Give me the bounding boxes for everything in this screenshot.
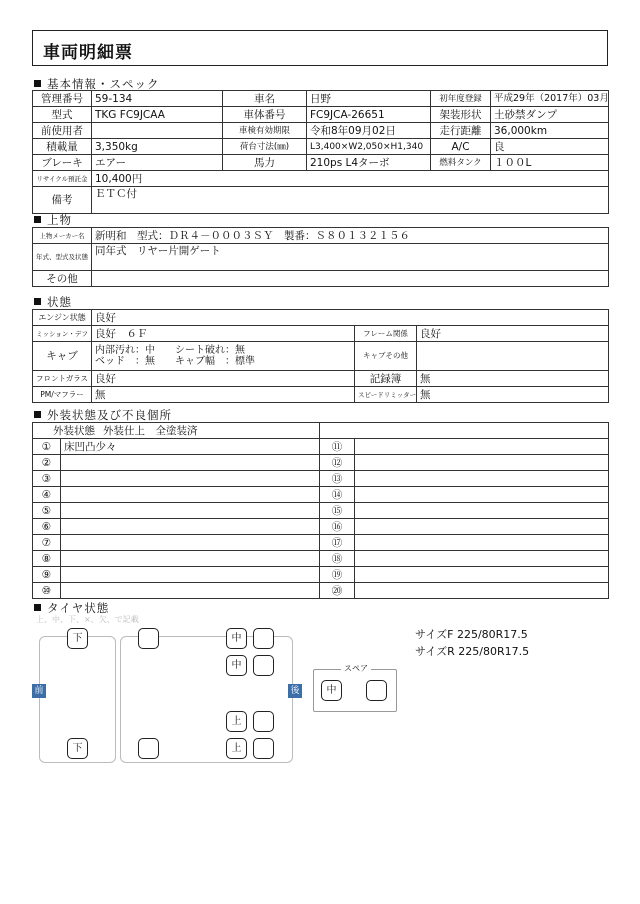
defect-number-cell: ⑩ xyxy=(33,583,61,599)
tire-front-top: 下 xyxy=(67,628,88,649)
exterior-table xyxy=(32,422,609,599)
label-cell: 車名 xyxy=(223,91,307,107)
table-row xyxy=(33,583,609,599)
label-cell: 管理番号 xyxy=(33,91,92,107)
defect-note-cell xyxy=(61,535,320,551)
body-table xyxy=(32,227,609,287)
exterior-finish-text: 外装仕上 全塗装済 xyxy=(103,424,198,437)
defect-number-cell: ⑳ xyxy=(320,583,355,599)
defect-number-cell: ⑨ xyxy=(33,567,61,583)
defect-note-cell xyxy=(61,471,320,487)
defect-number-cell: ⑤ xyxy=(33,503,61,519)
value-cell: エアー xyxy=(92,155,223,171)
value-cell: 良好 ６Ｆ xyxy=(92,326,355,342)
label-cell: 年式、型式及状態 xyxy=(33,244,92,271)
label-cell: 前使用者 xyxy=(33,123,92,139)
defect-number-cell: ⑯ xyxy=(320,519,355,535)
tire-size-front: サイズF 225/80R17.5 xyxy=(415,628,528,641)
cab-line-1: 内部汚れ：中 シート破れ：無 xyxy=(95,345,245,356)
value-cell: 良 xyxy=(491,139,609,155)
label-cell: A/C xyxy=(431,139,491,155)
value-cell: TKG FC9JCAA xyxy=(92,107,223,123)
label-cell: 備考 xyxy=(33,187,92,214)
defect-number-cell: ⑦ xyxy=(33,535,61,551)
defect-number-cell: ⑧ xyxy=(33,551,61,567)
value-cell xyxy=(92,271,609,287)
label-cell: フレーム関係 xyxy=(355,326,417,342)
tire-rear-top-left xyxy=(138,628,159,649)
table-row xyxy=(33,535,609,551)
label-cell: フロントガラス xyxy=(33,371,92,387)
value-cell: 3,350kg xyxy=(92,139,223,155)
page-title: 車両明細票 xyxy=(43,43,133,63)
table-row xyxy=(33,228,609,244)
defect-number-cell: ⑱ xyxy=(320,551,355,567)
label-cell: PM/マフラー xyxy=(33,387,92,403)
section-basic-heading: 基本情報・スペック xyxy=(34,76,160,92)
defect-number-cell: ② xyxy=(33,455,61,471)
defect-number-cell: ⑮ xyxy=(320,503,355,519)
label-cell: 燃料タンク xyxy=(431,155,491,171)
defect-note-cell xyxy=(355,503,609,519)
tire-rear-2-outer xyxy=(253,655,274,676)
tire-front-bottom: 下 xyxy=(67,738,88,759)
table-row xyxy=(33,487,609,503)
label-cell: 荷台寸法(㎜) xyxy=(223,139,307,155)
label-cell: 初年度登録 xyxy=(431,91,491,107)
table-row xyxy=(33,567,609,583)
label-cell: その他 xyxy=(33,271,92,287)
exterior-header-label: 外装状態 xyxy=(53,424,95,437)
defect-number-cell: ⑥ xyxy=(33,519,61,535)
value-cell: 無 xyxy=(417,371,609,387)
label-cell: 型式 xyxy=(33,107,92,123)
defect-note-cell xyxy=(61,567,320,583)
tire-rear-3-inner: 上 xyxy=(226,711,247,732)
defect-number-cell: ④ xyxy=(33,487,61,503)
defect-note-cell xyxy=(61,519,320,535)
table-row xyxy=(33,387,609,403)
defect-note-cell xyxy=(355,535,609,551)
table-row xyxy=(33,551,609,567)
label-cell: 車体番号 xyxy=(223,107,307,123)
value-cell xyxy=(92,342,355,371)
table-row xyxy=(33,326,609,342)
defect-number-cell: ⑫ xyxy=(320,455,355,471)
value-cell: 良好 xyxy=(417,326,609,342)
label-cell: ミッション・デフ xyxy=(33,326,92,342)
tire-rear-bottom-outer xyxy=(253,738,274,759)
table-row xyxy=(33,342,609,371)
tire-size-rear: サイズR 225/80R17.5 xyxy=(415,645,530,658)
label-cell: 記録簿 xyxy=(355,371,417,387)
table-row xyxy=(33,244,609,271)
label-cell: 積載量 xyxy=(33,139,92,155)
tire-spare-1: 中 xyxy=(321,680,342,701)
title-box xyxy=(32,30,608,66)
value-cell: 平成29年（2017年）03月 xyxy=(491,91,609,107)
label-cell: リサイクル預託金 xyxy=(33,171,92,187)
tire-rear-top-outer xyxy=(253,628,274,649)
value-cell: 同年式 リヤー片開ゲート xyxy=(92,244,609,271)
value-cell xyxy=(92,123,223,139)
defect-note-cell xyxy=(355,567,609,583)
tire-legend: 上、中、下、×、欠、で記載 xyxy=(36,615,139,624)
defect-number-cell: ⑭ xyxy=(320,487,355,503)
defect-note-cell xyxy=(355,519,609,535)
value-cell: 36,000km xyxy=(491,123,609,139)
value-cell: 日野 xyxy=(307,91,431,107)
cab-line-2: ベッド ：無 キャブ幅 ：標準 xyxy=(95,356,255,367)
table-row xyxy=(33,503,609,519)
value-cell: ＥＴＣ付 xyxy=(92,187,609,214)
value-cell: 210ps L4ターボ xyxy=(307,155,431,171)
table-row xyxy=(33,155,609,171)
defect-note-cell xyxy=(61,551,320,567)
defect-note-cell xyxy=(61,583,320,599)
label-cell: 上物メーカー名 xyxy=(33,228,92,244)
section-exterior-heading: 外装状態及び不良個所 xyxy=(34,407,172,423)
defect-note-cell xyxy=(355,583,609,599)
rear-label: 後 xyxy=(288,684,302,698)
table-row xyxy=(33,91,609,107)
label-cell: 走行距離 xyxy=(431,123,491,139)
value-cell: FC9JCA-26651 xyxy=(307,107,431,123)
label-cell: 馬力 xyxy=(223,155,307,171)
defect-note-cell xyxy=(355,487,609,503)
table-row xyxy=(33,455,609,471)
value-cell xyxy=(417,342,609,371)
value-cell: 土砂禁ダンプ xyxy=(491,107,609,123)
defect-note-cell: 床凹凸少々 xyxy=(61,439,320,455)
table-row xyxy=(33,371,609,387)
basic-table xyxy=(32,90,609,214)
value-cell: 59-134 xyxy=(92,91,223,107)
value-cell: 良好 xyxy=(92,310,609,326)
defect-number-cell: ① xyxy=(33,439,61,455)
defect-note-cell xyxy=(355,439,609,455)
table-row xyxy=(33,139,609,155)
value-cell: 無 xyxy=(92,387,355,403)
table-row xyxy=(33,439,609,455)
defect-number-cell: ⑬ xyxy=(320,471,355,487)
spare-label: スペア xyxy=(341,663,371,674)
defect-number-cell: ⑰ xyxy=(320,535,355,551)
table-row xyxy=(33,187,609,214)
table-row xyxy=(33,471,609,487)
section-body-heading: 上物 xyxy=(34,212,72,228)
value-cell: 良好 xyxy=(92,371,355,387)
value-cell: １００L xyxy=(491,155,609,171)
table-row xyxy=(33,423,609,439)
defect-note-cell xyxy=(355,471,609,487)
label-cell: キャブ xyxy=(33,342,92,371)
defect-note-cell xyxy=(61,487,320,503)
defect-note-cell xyxy=(355,551,609,567)
table-row xyxy=(33,310,609,326)
label-cell: エンジン状態 xyxy=(33,310,92,326)
section-condition-heading: 状態 xyxy=(34,294,72,310)
table-row xyxy=(33,171,609,187)
tire-rear-top-inner: 中 xyxy=(226,628,247,649)
table-row xyxy=(33,519,609,535)
value-cell: 令和8年09月02日 xyxy=(307,123,431,139)
table-row xyxy=(33,271,609,287)
defect-note-cell xyxy=(61,455,320,471)
label-cell: スピードリミッター xyxy=(355,387,417,403)
value-cell: 10,400円 xyxy=(92,171,609,187)
table-row xyxy=(33,123,609,139)
defect-number-cell: ⑲ xyxy=(320,567,355,583)
value-cell: 新明和 型式：ＤＲ４－０００３ＳＹ 製番：Ｓ８０１３２１５６ xyxy=(92,228,609,244)
value-cell: L3,400×W2,050×H1,340 xyxy=(307,139,431,155)
tire-rear-2-inner: 中 xyxy=(226,655,247,676)
front-label: 前 xyxy=(32,684,46,698)
table-row xyxy=(33,107,609,123)
defect-number-cell: ⑪ xyxy=(320,439,355,455)
condition-table xyxy=(32,309,609,403)
exterior-finish-cell xyxy=(103,423,609,439)
label-cell: 車検有効期限 xyxy=(223,123,307,139)
tire-rear-bottom-inner: 上 xyxy=(226,738,247,759)
label-cell: キャブその他 xyxy=(355,342,417,371)
tire-rear-bottom-left xyxy=(138,738,159,759)
value-cell: 無 xyxy=(417,387,609,403)
defect-note-cell xyxy=(355,455,609,471)
label-cell: 架装形状 xyxy=(431,107,491,123)
defect-note-cell xyxy=(61,503,320,519)
tire-rear-3-outer xyxy=(253,711,274,732)
label-cell: ブレーキ xyxy=(33,155,92,171)
defect-number-cell: ③ xyxy=(33,471,61,487)
tire-spare-2 xyxy=(366,680,387,701)
section-tire-heading: タイヤ状態 xyxy=(34,600,109,616)
